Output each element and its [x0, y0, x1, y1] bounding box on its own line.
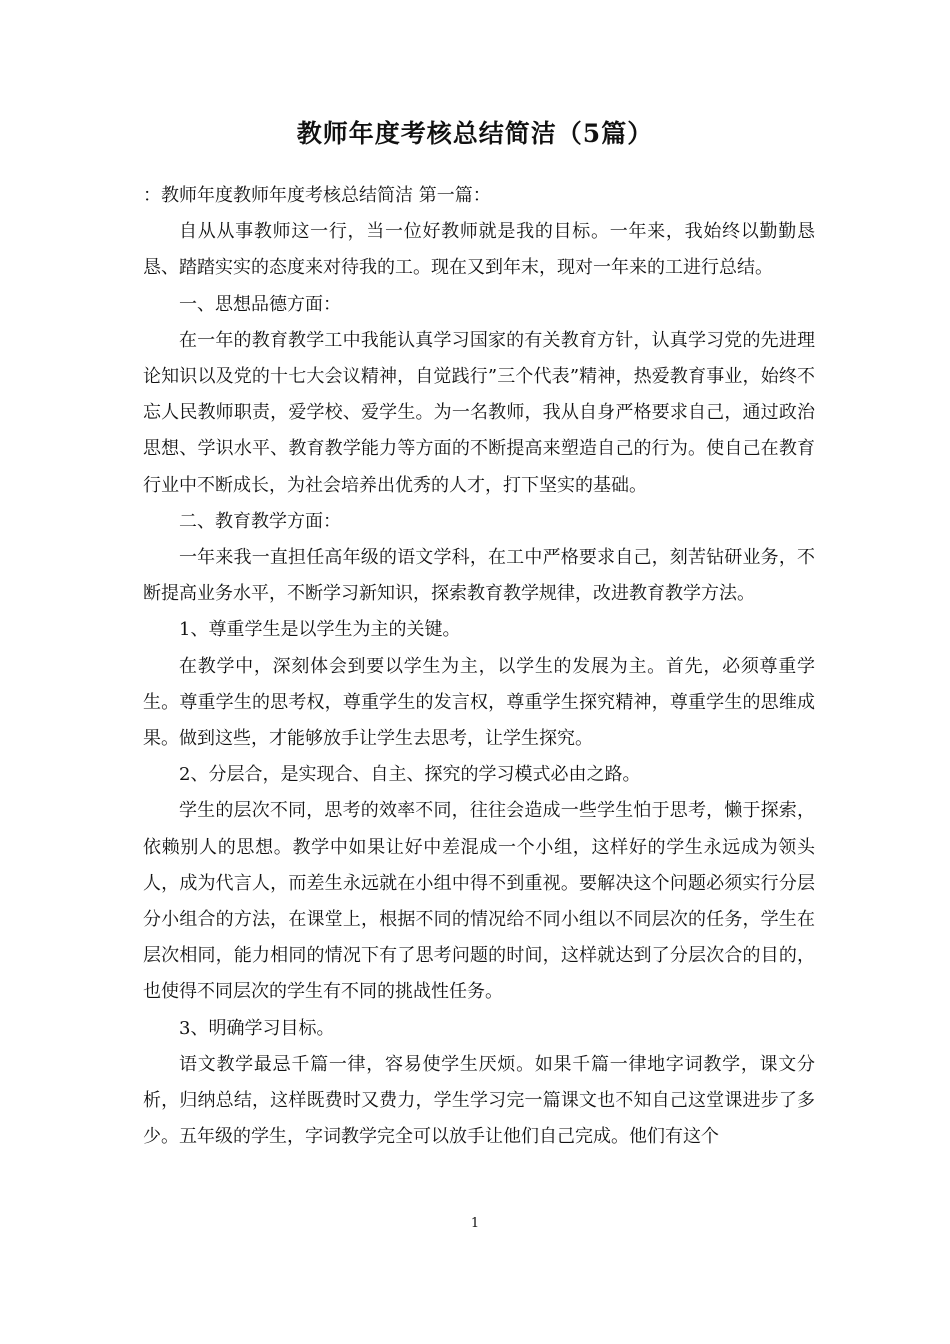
body-paragraph: 在教学中，深刻体会到要以学生为主，以学生的发展为主。首先，必须尊重学生。尊重学生的思考权，尊重学生的发言权，尊重学生探究精神，尊重学生的思维成果。做到这些，才能够放手让学生去思考，让学生探究。	[143, 655, 815, 750]
section-intro: ：教师年度教师年度考核总结简洁 第一篇：	[143, 185, 491, 206]
body-paragraph: 学生的层次不同，思考的效率不同，往往会造成一些学生怕于思考，懒于探索，依赖别人的思想。教学中如果让好中差混成一个小组，这样好的学生永远成为领头人，成为代言人，而差生永远就在小组中得不到重视。要解决这个问题必须实行分层分小组合的方法，在课堂上，根据不同的情况给不同小组以不同层次的任务，学生在层次相同，能力相同的情况下有了思考问题的时间，这样就达到了分层次合的目的，也使得不同层次的学生有不同的挑战性任务。	[143, 800, 815, 1003]
subsection-heading: 1、尊重学生是以学生为主的关键。	[179, 619, 461, 641]
document-title: 教师年度考核总结简洁（5篇）	[296, 119, 654, 148]
section-heading: 一、思想品德方面：	[179, 293, 341, 315]
subsection-heading: 2、分层合，是实现合、自主、探究的学习模式必由之路。	[179, 764, 641, 786]
document-body	[143, 178, 815, 1155]
body-paragraph: 自从从事教师这一行，当一位好教师就是我的目标。一年来，我始终以勤勤恳恳、踏踏实实的态度来对待我的工。现在又到年末，现对一年来的工进行总结。	[143, 221, 815, 279]
subsection-heading: 3、明确学习目标。	[179, 1017, 335, 1039]
page-number: 1	[470, 1216, 480, 1231]
body-paragraph: 一年来我一直担任高年级的语文学科，在工中严格要求自己，刻苦钻研业务，不断提高业务水平，不断学习新知识，探索教育教学规律，改进教育教学方法。	[143, 547, 815, 605]
section-heading: 二、教育教学方面：	[179, 510, 341, 532]
body-paragraph: 语文教学最忌千篇一律，容易使学生厌烦。如果千篇一律地字词教学，课文分析，归纳总结，这样既费时又费力，学生学习完一篇课文也不知自己这堂课进步了多少。五年级的学生，字词教学完全可以放手让他们自己完成。他们有这个	[143, 1053, 815, 1148]
body-paragraph: 在一年的教育教学工中我能认真学习国家的有关教育方针，认真学习党的先进理论知识以及党的十七大会议精神，自觉践行”三个代表”精神，热爱教育事业，始终不忘人民教师职责，爱学校、爱学生。为一名教师，我从自身严格要求自己，通过政治思想、学识水平、教育教学能力等方面的不断提高来塑造自己的行为。使自己在教育行业中不断成长，为社会培养出优秀的人才，打下坚实的基础。	[143, 329, 815, 496]
